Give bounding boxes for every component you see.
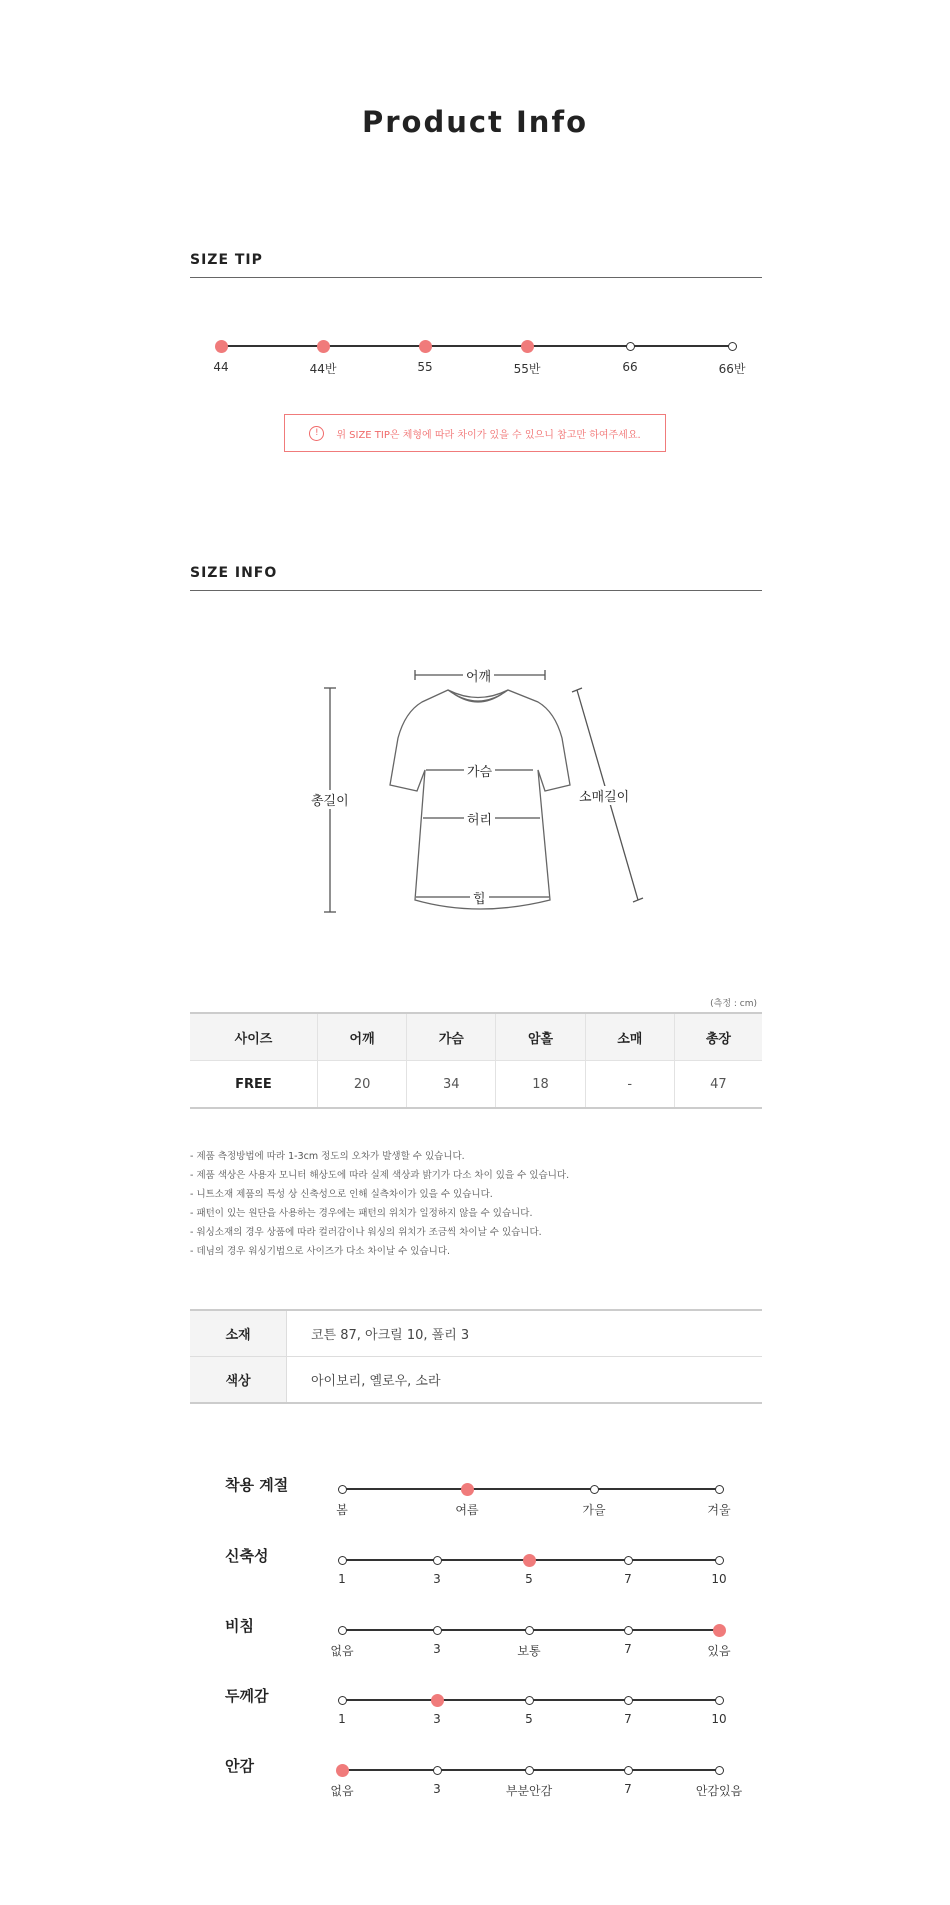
diagram-waist-label: 허리 — [464, 809, 495, 828]
property-dot — [624, 1696, 633, 1705]
diagram-sleeve-length-label: 소매길이 — [576, 786, 632, 805]
size-tip-label: 44 — [213, 360, 229, 374]
property-dot — [525, 1766, 534, 1775]
property-tick-label: 없음 — [330, 1644, 354, 1658]
property-tick-label: 1 — [338, 1572, 346, 1586]
property-tick-label: 없음 — [330, 1784, 354, 1798]
color-label: 색상 — [190, 1357, 287, 1404]
color-value: 아이보리, 옐로우, 소라 — [311, 1374, 441, 1389]
property-dot — [590, 1485, 599, 1494]
page-title: Product Info — [361, 105, 588, 139]
property-tick-label: 봄 — [336, 1503, 348, 1517]
property-tick-label: 7 — [624, 1642, 632, 1656]
property-tick-label: 3 — [433, 1572, 441, 1586]
property-tick-label: 있음 — [707, 1644, 731, 1658]
size-tip-notice-text: 위 SIZE TIP은 체형에 따라 차이가 있을 수 있으니 참고만 하여주세요. — [336, 429, 641, 441]
material-label: 소재 — [190, 1310, 287, 1357]
size-tip-label: 44반 — [309, 362, 337, 376]
property-tick-label: 3 — [433, 1642, 441, 1656]
property-tick-label: 3 — [433, 1782, 441, 1796]
size-table-cell: FREE — [190, 1061, 317, 1109]
property-tick-label: 부분안감 — [505, 1784, 553, 1798]
prop-label-thickness: 두께감 — [225, 1687, 269, 1705]
property-dot — [433, 1766, 442, 1775]
size-info-heading: SIZE INFO — [190, 565, 278, 581]
size-table-cell: 18 — [496, 1061, 585, 1109]
size-table-cell: - — [585, 1061, 674, 1109]
material-value: 코튼 87, 아크릴 10, 폴리 3 — [311, 1328, 470, 1343]
prop-label-sheerness: 비침 — [225, 1617, 254, 1635]
property-tick-label: 7 — [624, 1782, 632, 1796]
property-tick-label: 7 — [624, 1712, 632, 1726]
size-table-header: 가슴 — [407, 1013, 496, 1061]
property-tick-label: 10 — [711, 1572, 727, 1586]
property-tick-label: 3 — [433, 1712, 441, 1726]
property-dot — [338, 1626, 347, 1635]
size-table-cell: 47 — [674, 1061, 762, 1109]
property-tick-label: 1 — [338, 1712, 346, 1726]
size-table-header: 사이즈 — [190, 1013, 317, 1061]
property-dot — [523, 1554, 536, 1567]
size-tip-label: 55반 — [513, 362, 541, 376]
property-dot — [336, 1764, 349, 1777]
property-dot — [525, 1696, 534, 1705]
size-table-header: 총장 — [674, 1013, 762, 1061]
note-line: - 패턴이 있는 원단을 사용하는 경우에는 패턴의 위치가 일정하지 않을 수 있습니다. — [190, 1208, 533, 1219]
property-dot — [338, 1556, 347, 1565]
property-dot — [433, 1626, 442, 1635]
diagram-chest-label: 가슴 — [464, 761, 495, 780]
prop-label-lining: 안감 — [225, 1757, 254, 1775]
property-tick-label: 5 — [525, 1712, 533, 1726]
size-tip-label: 66 — [622, 360, 638, 374]
size-table-header: 소매 — [585, 1013, 674, 1061]
diagram-total-length-label: 총길이 — [308, 790, 352, 809]
note-line: - 데님의 경우 워싱기법으로 사이즈가 다소 차이날 수 있습니다. — [190, 1246, 451, 1257]
property-tick-label: 여름 — [455, 1503, 479, 1517]
property-dot — [715, 1556, 724, 1565]
property-dot — [715, 1766, 724, 1775]
property-dot — [461, 1483, 474, 1496]
diagram-hip-label: 힙 — [470, 888, 489, 907]
property-dot — [713, 1624, 726, 1637]
property-tick-label: 안감있음 — [695, 1784, 743, 1798]
property-dot — [624, 1556, 633, 1565]
property-dot — [624, 1626, 633, 1635]
property-tick-label: 가을 — [582, 1503, 606, 1517]
property-dot — [715, 1485, 724, 1494]
size-tip-heading: SIZE TIP — [190, 252, 263, 268]
property-tick-label: 10 — [711, 1712, 727, 1726]
property-scale-line — [342, 1488, 719, 1490]
property-tick-label: 7 — [624, 1572, 632, 1586]
size-table-header: 어깨 — [317, 1013, 406, 1061]
size-tip-label: 66반 — [718, 362, 746, 376]
property-tick-label: 겨울 — [707, 1503, 731, 1517]
note-line: - 니트소재 제품의 특성 상 신축성으로 인해 실측차이가 있을 수 있습니다. — [190, 1189, 493, 1200]
diagram-shoulder-label: 어깨 — [463, 666, 494, 685]
note-line: - 제품 색상은 사용자 모니터 해상도에 따라 실제 색상과 밝기가 다소 차이 있을 수 있습니다. — [190, 1170, 570, 1181]
size-table-cell: 34 — [407, 1061, 496, 1109]
size-tip-label: 55 — [417, 360, 433, 374]
property-dot — [338, 1485, 347, 1494]
prop-label-stretch: 신축성 — [225, 1547, 269, 1565]
exclamation-icon: ! — [309, 426, 324, 441]
property-dot — [715, 1696, 724, 1705]
note-line: - 워싱소재의 경우 상품에 따라 컬러감이나 워싱의 위치가 조금씩 차이날 수 있습니다. — [190, 1227, 542, 1238]
size-table-cell: 20 — [317, 1061, 406, 1109]
note-line: - 제품 측정방법에 따라 1-3cm 정도의 오차가 발생할 수 있습니다. — [190, 1151, 465, 1162]
property-dot — [433, 1556, 442, 1565]
size-table-header: 암홀 — [496, 1013, 585, 1061]
property-tick-label: 5 — [525, 1572, 533, 1586]
unit-note: (측정 : cm) — [710, 999, 757, 1009]
property-tick-label: 보통 — [517, 1644, 541, 1658]
property-dot — [431, 1694, 444, 1707]
property-dot — [624, 1766, 633, 1775]
property-dot — [338, 1696, 347, 1705]
prop-label-season: 착용 계절 — [225, 1476, 289, 1494]
property-dot — [525, 1626, 534, 1635]
